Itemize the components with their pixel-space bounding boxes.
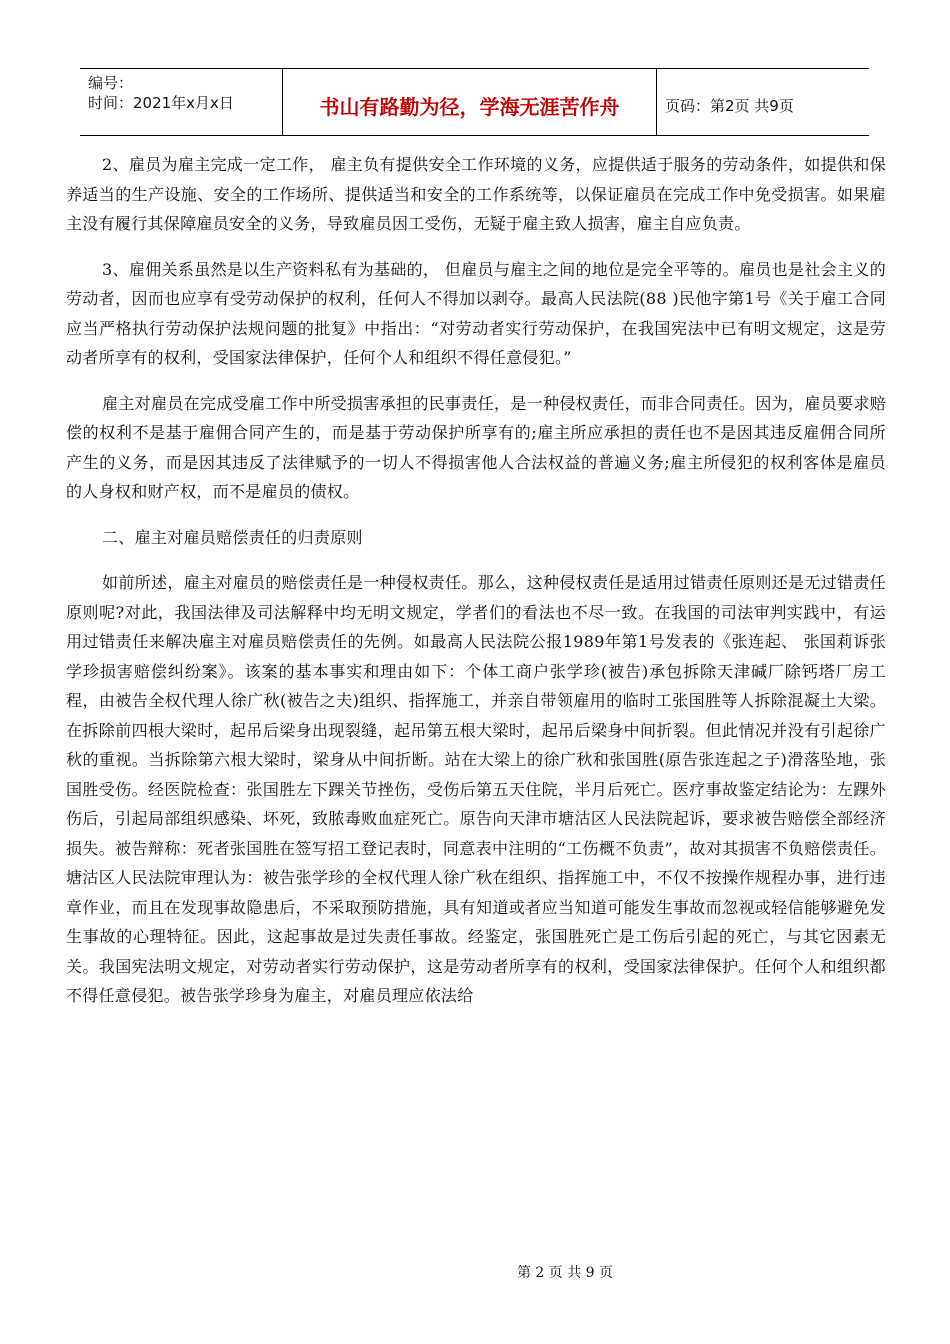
header-page-info: 页码：第2页 共9页 (665, 96, 794, 115)
header-motto: 书山有路勤为径，学海无涯苦作舟 (283, 69, 657, 135)
paragraph: 3、雇佣关系虽然是以生产资料私有为基础的， 但雇员与雇主之间的地位是完全平等的。雇员也是社会主义的劳动者，因而也应享有受劳动保护的权利，任何人不得加以剥夺。最高人民法院(88 )民他字第1号《关于雇工合同应当严格执行劳动保护法规问题的批复》中指出：“对劳动者实行劳动保护，在我国宪法中已有明文规定，这是劳动者所享有的权利，受国家法律保护，任何个人和组织不得任意侵犯。” (66, 259, 886, 367)
paragraph: 雇主对雇员在完成受雇工作中所受损害承担的民事责任，是一种侵权责任，而非合同责任。因为，雇员要求赔偿的权利不是基于雇佣合同产生的，而是基于劳动保护所享有的;雇主所应承担的责任也不是因其违反雇佣合同所产生的义务，而是因其违反了法律赋予的一切人不得损害他人合法权益的普遍义务;雇主所侵犯的权利客体是雇员的人身权和财产权，而不是雇员的债权。 (66, 393, 886, 501)
section-heading: 二、雇主对雇员赔偿责任的归责原则 (102, 527, 363, 547)
page-footer: 第 2 页 共 9 页 (516, 1265, 614, 1281)
paragraph: 如前所述，雇主对雇员的赔偿责任是一种侵权责任。那么，这种侵权责任是适用过错责任原则还是无过错责任原则呢?对此，我国法律及司法解释中均无明文规定，学者们的看法也不尽一致。在我国的司法审判实践中，有运用过错责任来解决雇主对雇员赔偿责任的先例。如最高人民法院公报1989年第1号发表的《张连起、 张国莉诉张学珍损害赔偿纠纷案》。该案的基本事实和理由如下：个体工商户张学珍(被告)承包拆除天津碱厂除钙塔厂房工程，由被告全权代理人徐广秋(被告之夫)组织、指挥施工，并亲自带领雇用的临时工张国胜等人拆除混凝土大梁。在拆除前四根大梁时，起吊后梁身出现裂缝，起吊第五根大梁时，起吊后梁身中间折裂。但此情况并没有引起徐广秋的重视。当拆除第六根大梁时，梁身从中间折断。站在大梁上的徐广秋和张国胜(原告张连起之子)滑落坠地，张国胜受伤。经医院检查：张国胜左下踝关节挫伤，受伤后第五天住院，半月后死亡。医疗事故鉴定结论为：左踝外伤后，引起局部组织感染、坏死，致脓毒败血症死亡。原告向天津市塘沽区人民法院起诉，要求被告赔偿全部经济损失。被告辩称：死者张国胜在签写招工登记表时，同意表中注明的“工伤概不负责”，故对其损害不负赔偿责任。塘沽区人民法院审理认为：被告张学珍的全权代理人徐广秋在组织、指挥施工中，不仅不按操作规程办事，进行违章作业，而且在发现事故隐患后，不采取预防措施，具有知道或者应当知道可能发生事故而忽视或轻信能够避免发生事故的心理特征。因此，这起事故是过失责任事故。经鉴定，张国胜死亡是工伤后引起的死亡，与其它因素无关。我国宪法明文规定，对劳动者实行劳动保护，这是劳动者所享有的权利，受国家法律保护。任何个人和组织都不得任意侵犯。被告张学珍身为雇主，对雇员理应依法给 (66, 573, 886, 1005)
document-number-label: 编号： (88, 74, 134, 92)
paragraph: 2、雇员为雇主完成一定工作， 雇主负有提供安全工作环境的义务，应提供适于服务的劳动条件，如提供和保养适当的生产设施、安全的工作场所、提供适当和安全的工作系统等，以保证雇员在完成工作中免受损害。如果雇主没有履行其保障雇员安全的义务，导致雇员因工受伤，无疑于雇主致人损害，雇主自应负责。 (66, 155, 886, 233)
document-body (66, 150, 886, 1027)
document-date: 时间：2021年x月x日 (88, 94, 234, 112)
page-header (80, 68, 869, 136)
header-meta (80, 69, 283, 135)
